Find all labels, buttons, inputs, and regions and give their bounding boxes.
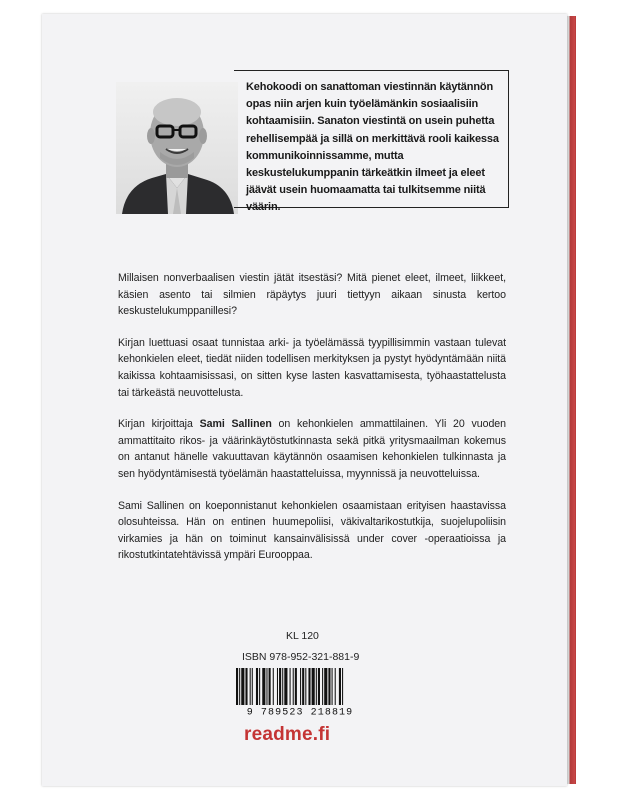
barcode-bar (262, 668, 265, 705)
barcode-bar (332, 668, 333, 705)
barcode-bar (302, 668, 304, 705)
barcode-bar (322, 668, 323, 705)
barcode-bar (335, 668, 336, 705)
author-blurb: Kehokoodi on sanattoman viestinnän käytännön opas niin arjen kuin työelämänkin sosiaalisiin kohtaamisiin. Sanaton viestintä on usein puhetta rehellisempää ja sillä on merkittävä rooli kaikessa kommunikoinnissamme, mutta keskustelukumppanin tärkeätkin ilmeet ja eleet jäävät usein huomaamatta tai tulkitsemme niitä väärin. (246, 81, 499, 214)
barcode-bar (245, 668, 247, 705)
barcode-bar (290, 668, 291, 710)
barcode-bar (293, 668, 294, 705)
barcode-bar (236, 668, 238, 710)
library-class: KL 120 (286, 630, 319, 642)
barcode-digits: 9 789523 218819 (246, 707, 354, 716)
barcode-bar (259, 668, 260, 705)
isbn: ISBN 978-952-321-881-9 (242, 651, 360, 663)
barcode-bar (300, 668, 301, 705)
barcode-bar (273, 668, 274, 705)
barcode-bar (277, 668, 278, 705)
barcode-bar (318, 668, 320, 705)
barcode-bar (342, 668, 343, 710)
author-photo (116, 82, 238, 214)
cover-description (118, 270, 506, 579)
barcode-bar (250, 668, 251, 705)
paragraph-benefits: Kirjan luettuasi osaat tunnistaa arki- ja työelämässä tyypillisimmin vastaan tulevat kehonkielen eleet, tiedät niiden todellisen merkityksen ja pystyt hyödyntämään niitä kaikissa kohtaamisissasi, on sitten kyse lasten kasvattamisesta, työhaastattelusta tai tärkeästä neuvottelusta. (118, 336, 506, 399)
barcode-bar (339, 668, 341, 705)
barcode-bar (305, 668, 306, 705)
paragraph-author-bio-rest: on kehonkielen ammattilainen. Yli 20 vuoden ammattitaito rikos- ja väärinkäytöstutkinnasta sekä pitkä yritysmaailman kokemus on antanut hänelle vakuuttavan käytännön osaamisen kehonkielen tulkinnasta ja sen hyödyntämisestä työelämän haastatteluissa, myynnissä ja neuvotteluissa. (118, 418, 506, 480)
book-spine (567, 16, 576, 784)
isbn-barcode (226, 668, 374, 716)
barcode-bar (295, 668, 297, 705)
barcode-bar (308, 668, 310, 705)
paragraph-question: Millaisen nonverbaalisen viestin jätät itsestäsi? Mitä pienet eleet, ilmeet, liikkeet, käsien asento tai silmien räpäytys juuri tiettyyn aikaan sinusta kertoo keskustelukumppanillesi? (118, 272, 506, 318)
paragraph-author-bio (118, 416, 506, 482)
barcode-bar (316, 668, 317, 705)
barcode-bar (252, 668, 253, 705)
barcode-bar (324, 668, 327, 705)
barcode-bar (256, 668, 258, 705)
paragraph-author-bio-start: Kirjan kirjoittaja (118, 418, 200, 431)
publisher-logo: readme.fi (244, 724, 331, 745)
barcode-bar (328, 668, 330, 705)
author-name: Sami Sallinen (199, 418, 272, 431)
barcode-bar (284, 668, 287, 705)
barcode-bar (266, 668, 267, 705)
barcode-bar (241, 668, 244, 705)
barcode-bar (279, 668, 281, 705)
barcode-bar (282, 668, 283, 705)
barcode-bar (269, 668, 271, 705)
paragraph-author-experience: Sami Sallinen on koeponnistanut kehonkielen osaamistaan erityisen haastavissa olosuhteissa. Hän on entinen huumepoliisi, väkivaltarikostutkija, suojelupoliisin virkamies ja hän on toiminut kansainvälisissä under cover -operaatioissa ja rikostutkintatehtävissä ympäri Eurooppaa. (118, 499, 506, 562)
barcode-bar (312, 668, 315, 705)
barcode-bar (239, 668, 240, 710)
